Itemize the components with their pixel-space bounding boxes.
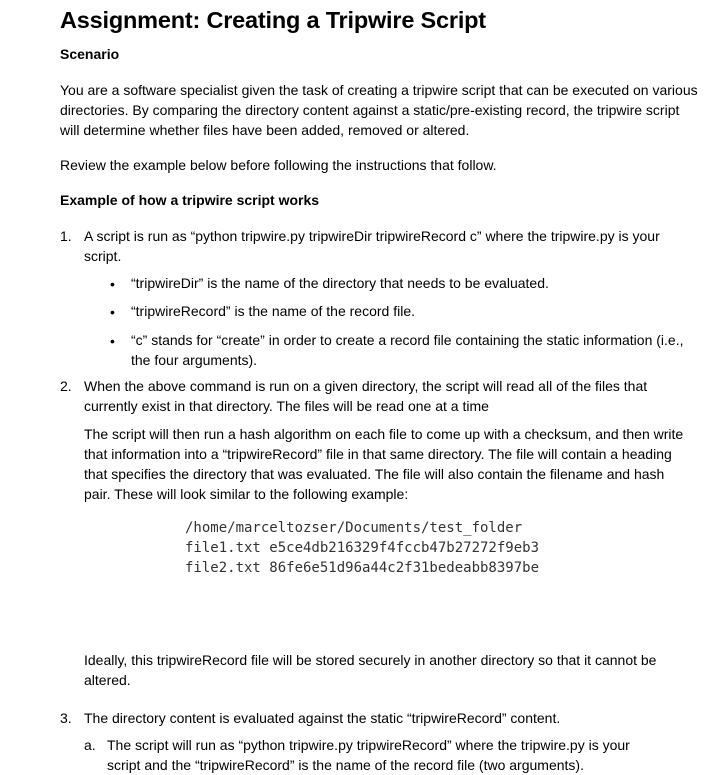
example-heading: Example of how a tripwire script works bbox=[60, 192, 320, 208]
list-number-2: 2. bbox=[60, 378, 72, 394]
bullet-icon: • bbox=[110, 276, 115, 292]
list-item-3-text: The directory content is evaluated against the static “tripwireRecord” content. bbox=[84, 710, 561, 726]
list-item-2-paragraph: The script will then run a hash algorithm on each file to come up with a checksum, and then write that information into a “tripwireRecord” file in that same directory. The file will contain a heading that specifies the directory that was evaluated. The file will also contain the filename and hash pair. These will look similar to the following example: bbox=[84, 426, 684, 502]
scenario-heading: Scenario bbox=[60, 46, 120, 62]
code-line-directory: /home/marceltozser/Documents/test_folder bbox=[185, 520, 523, 536]
document-title: Assignment: Creating a Tripwire Script bbox=[60, 7, 486, 33]
code-line-file2: file2.txt 86fe6e51d96a44c2f31bedeabb8397be bbox=[185, 560, 540, 576]
review-paragraph: Review the example below before following the instructions that follow. bbox=[60, 157, 497, 173]
scenario-paragraph: You are a software specialist given the task of creating a tripwire script that can be executed on various directories. By comparing the directory content against a static/pre-existing record, the tripwire script will determine whether files have been added, removed or altered. bbox=[60, 82, 698, 138]
sub-item-letter-a: a. bbox=[84, 737, 96, 753]
sub-item-a-text: The script will run as “python tripwire.py tripwireRecord” where the tripwire.py is your script and the “tripwireRecord” is the name of the record file (two arguments). bbox=[107, 737, 630, 773]
bullet-item-3: “c” stands for “create” in order to create a record file containing the static information (i.e., the four arguments). bbox=[131, 332, 684, 368]
bullet-icon: • bbox=[110, 333, 115, 349]
list-item-1-text: A script is run as “python tripwire.py tripwireDir tripwireRecord c” where the tripwire.py is your script. bbox=[84, 228, 660, 264]
bullet-icon: • bbox=[110, 304, 115, 320]
list-item-2-text: When the above command is run on a given directory, the script will read all of the files that currently exist in that directory. The files will be read one at a time bbox=[84, 378, 648, 414]
list-number-3: 3. bbox=[60, 710, 72, 726]
code-example bbox=[184, 518, 564, 584]
code-line-file1: file1.txt e5ce4db216329f4fccb47b27272f9eb3 bbox=[185, 540, 540, 556]
bullet-item-1: “tripwireDir” is the name of the directory that needs to be evaluated. bbox=[131, 275, 549, 291]
list-number-1: 1. bbox=[60, 228, 72, 244]
list-item-2-note: Ideally, this tripwireRecord file will be stored securely in another directory so that it cannot be altered. bbox=[84, 652, 657, 688]
bullet-item-2: “tripwireRecord” is the name of the record file. bbox=[131, 303, 415, 319]
